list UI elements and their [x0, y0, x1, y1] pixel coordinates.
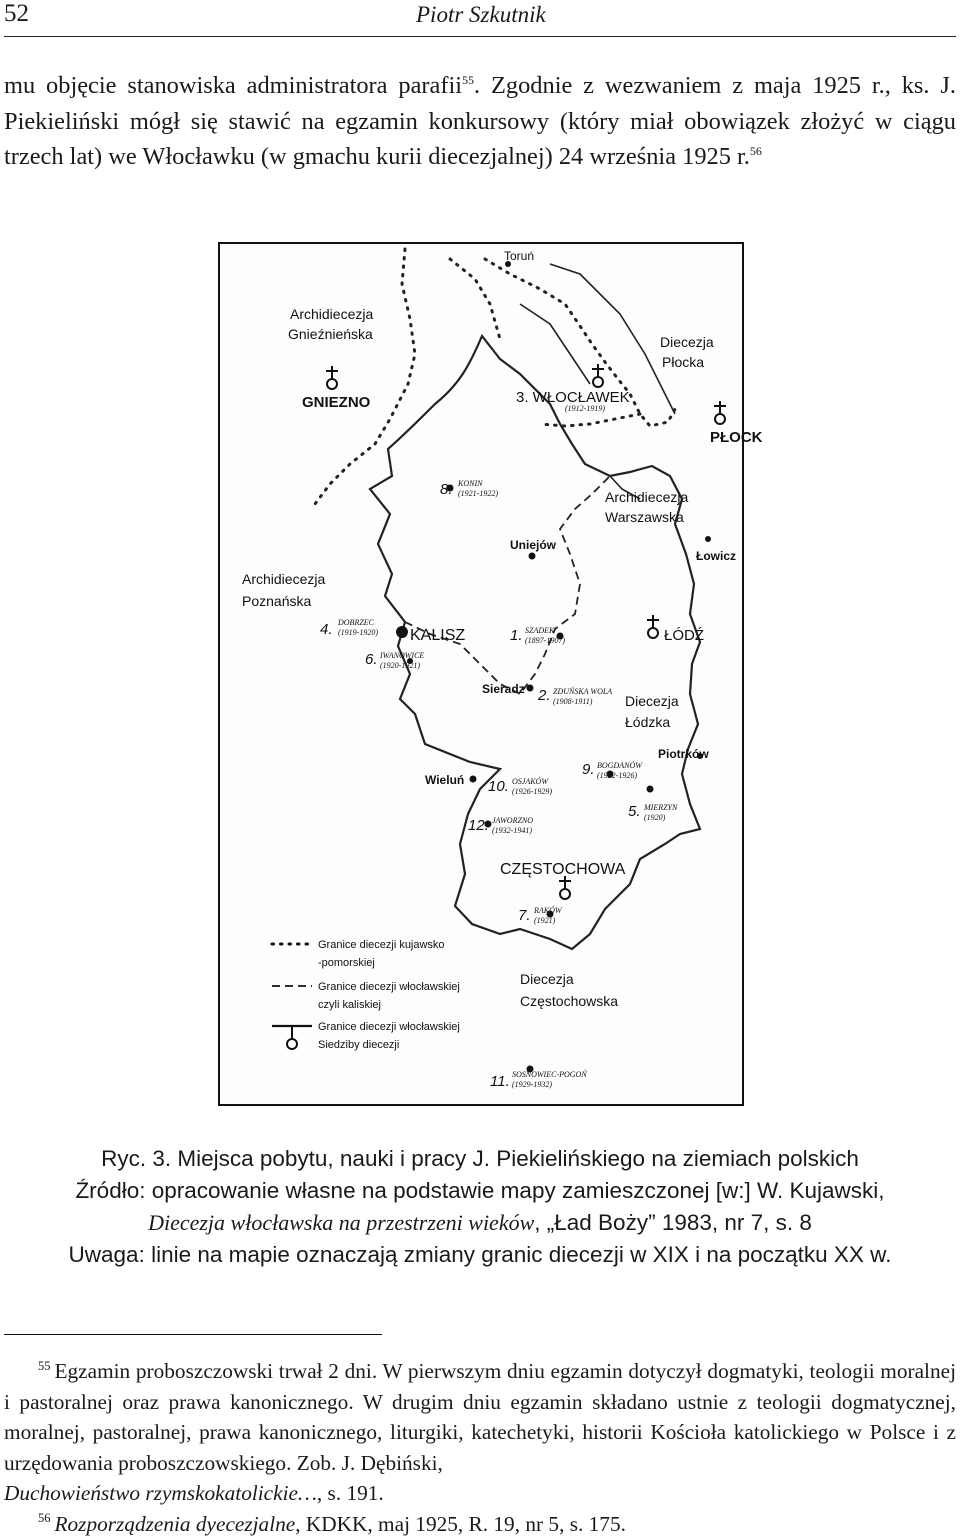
- place-zdunska: ZDUŃSKA WOLA: [553, 686, 612, 696]
- city-sieradz: Sieradz: [482, 682, 525, 696]
- place-iwanowice-years: (1920-1921): [380, 661, 420, 670]
- figure-caption: [4, 1143, 956, 1271]
- place-num-6: 6.: [365, 651, 378, 668]
- region-warszawska-1: Archidiecezja: [605, 489, 688, 505]
- footnote-55: [4, 1356, 956, 1509]
- place-wloclawek-years: (1912-1919): [565, 404, 605, 413]
- place-num-4: 4.: [320, 621, 333, 638]
- seat-icon-plock: [714, 401, 726, 424]
- region-gnieznienska-2: Gnieźnieńska: [288, 326, 373, 342]
- place-num-10: 10.: [488, 778, 509, 795]
- map-figure: [218, 242, 744, 1106]
- region-poznanska-1: Archidiecezja: [242, 571, 325, 587]
- legend-item-3: Granice diecezji włocławskiej: [318, 1021, 460, 1033]
- legend-item-2-line2: czyli kaliskiej: [318, 999, 381, 1011]
- seat-icon-czestochowa: [559, 876, 571, 899]
- boundary-kujawsko-pomorska: [315, 249, 415, 504]
- body-text-1: mu objęcie stanowiska administratora parafii: [4, 72, 462, 99]
- city-wloclawek: 3. WŁOCŁAWEK: [516, 389, 630, 406]
- region-gnieznienska-1: Archidiecezja: [290, 306, 373, 322]
- caption-line-4: Uwaga: linie na mapie oznaczają zmiany granic diecezji w XIX i na początku XX w.: [4, 1239, 956, 1271]
- footnote-56-title: Rozporządzenia dyecezjalne: [55, 1512, 296, 1536]
- place-num-12: 12.: [468, 817, 489, 834]
- region-poznanska-2: Poznańska: [242, 593, 311, 609]
- footnote-55-title: Duchowieństwo rzymskokatolickie…: [4, 1481, 317, 1505]
- footnote-55-number: 55: [38, 1359, 51, 1373]
- place-num-11: 11.: [490, 1073, 510, 1090]
- place-dobrzec: DOBRZEC: [337, 618, 375, 627]
- caption-line-2: Źródło: opracowanie własne na podstawie mapy zamieszczonej [w:] W. Kujawski,: [4, 1175, 956, 1207]
- footnote-ref-55[interactable]: 55: [462, 73, 474, 87]
- footnote-56: [4, 1509, 956, 1539]
- place-osjakow: OSJAKÓW: [512, 776, 549, 786]
- footnotes: [4, 1356, 956, 1539]
- region-plocka-1: Diecezja: [660, 334, 714, 350]
- seat-icon-lodz: [647, 615, 659, 638]
- legend-item-1-line2: -pomorskiej: [318, 957, 375, 969]
- region-warszawska-2: Warszawska: [605, 509, 684, 525]
- place-jaworzno: JAWORZNO: [492, 816, 533, 825]
- place-osjakow-years: (1926-1929): [512, 787, 552, 796]
- place-bogdanow: BOGDANÓW: [597, 760, 643, 770]
- place-mierzyn-years: (1920): [644, 813, 666, 822]
- place-rakow: RAKÓW: [533, 905, 563, 915]
- city-torun: Toruń: [504, 249, 534, 263]
- region-lodzka-2: Łódzka: [625, 714, 670, 730]
- legend-item-4: Siedziby diecezji: [318, 1039, 399, 1051]
- place-num-8: 8.: [440, 481, 453, 498]
- caption-source-rest: , „Ład Boży” 1983, nr 7, s. 8: [534, 1210, 812, 1235]
- place-dobrzec-years: (1919-1920): [338, 628, 378, 637]
- running-head: Piotr Szkutnik: [416, 2, 546, 28]
- legend-item-1-line1: Granice diecezji kujawsko: [318, 939, 445, 951]
- place-zdunska-years: (1908-1911): [553, 697, 593, 706]
- city-kalisz: KALISZ: [410, 627, 465, 644]
- place-rakow-years: (1921): [534, 916, 556, 925]
- legend-item-2-line1: Granice diecezji włocławskiej: [318, 981, 460, 993]
- region-lodzka-1: Diecezja: [625, 693, 679, 709]
- place-konin: KONIN: [457, 479, 483, 488]
- region-plocka-2: Płocka: [662, 354, 704, 370]
- footnote-55-end: , s. 191.: [317, 1481, 384, 1505]
- seat-icon-gniezno: [326, 366, 338, 389]
- city-piotrkow: Piotrków: [658, 747, 709, 761]
- city-lowicz: Łowicz: [696, 549, 736, 563]
- footnote-56-rest: , KDKK, maj 1925, R. 19, nr 5, s. 175.: [295, 1512, 626, 1536]
- city-plock: PŁOCK: [710, 429, 763, 446]
- region-czestochowska-2: Częstochowska: [520, 993, 618, 1009]
- city-gniezno: GNIEZNO: [302, 394, 371, 411]
- place-num-5: 5.: [628, 803, 641, 820]
- place-szadek: SZADEK: [525, 626, 555, 635]
- caption-source-title: Diecezja włocławska na przestrzeni wieków: [148, 1210, 534, 1235]
- region-czestochowska-1: Diecezja: [520, 971, 574, 987]
- caption-line-3: [4, 1207, 956, 1239]
- place-szadek-years: (1897-1907): [525, 636, 565, 645]
- city-lodz: ŁÓDŹ: [664, 627, 704, 644]
- body-paragraph: [4, 68, 956, 175]
- seat-icon-kalisz: [397, 627, 407, 637]
- place-num-2: 2.: [537, 687, 551, 704]
- body-text-2: . Zgodnie z wezwaniem z maja 1925 r., ks. J. Piekieliński mógł się stawić na egzamin konkursowy (który miał obowiązek złożyć w ciągu trzech lat) we Włocławku (w gmachu kurii diecezjalnej) 24 września 1925 r.: [4, 72, 956, 170]
- place-num-9: 9.: [582, 761, 595, 778]
- place-dots: [407, 261, 711, 1073]
- map-legend: [272, 939, 460, 1051]
- place-mierzyn: MIERZYN: [643, 803, 678, 812]
- place-sosnowiec: SOSNOWIEC-POGOŃ: [512, 1069, 587, 1079]
- place-bogdanow-years: (1922-1926): [597, 771, 637, 780]
- legend-seat-icon: [287, 1027, 297, 1049]
- diocese-map: [220, 244, 742, 1104]
- city-uniejow: Uniejów: [510, 538, 557, 552]
- seat-icon-wloclawek: [592, 364, 604, 387]
- page-header: [4, 0, 956, 37]
- city-wielun: Wieluń: [425, 773, 464, 787]
- footnote-55-text: Egzamin proboszczowski trwał 2 dni. W pierwszym dniu egzamin dotyczył dogmatyki, teologii moralnej i pastoralnej oraz prawa kanonicznego. W drugim dniu egzamin składano ustnie z teologii dogmatycznej, moralnej, pastoralnej, prawa kanonicznego, liturgiki, katechetyki, historii Kościoła katolickiego w Polsce i z urzędowania proboszczowskiego. Zob. J. Dębiński,: [4, 1359, 956, 1475]
- place-konin-years: (1921-1922): [458, 489, 498, 498]
- place-jaworzno-years: (1932-1941): [492, 826, 532, 835]
- caption-line-1: Ryc. 3. Miejsca pobytu, nauki i pracy J. Piekielińskiego na ziemiach polskich: [4, 1143, 956, 1175]
- place-num-1: 1.: [510, 627, 523, 644]
- place-num-7: 7.: [518, 907, 531, 924]
- place-iwanowice: IWANOWICE: [379, 651, 424, 660]
- place-sosnowiec-years: (1929-1932): [512, 1080, 552, 1089]
- footnote-56-number: 56: [38, 1511, 51, 1525]
- footnote-ref-56[interactable]: 56: [750, 144, 762, 158]
- footnote-divider: [4, 1334, 382, 1335]
- page-number: 52: [4, 0, 29, 28]
- boundary-kaliska: [405, 476, 610, 694]
- city-czestochowa: CZĘSTOCHOWA: [500, 861, 626, 878]
